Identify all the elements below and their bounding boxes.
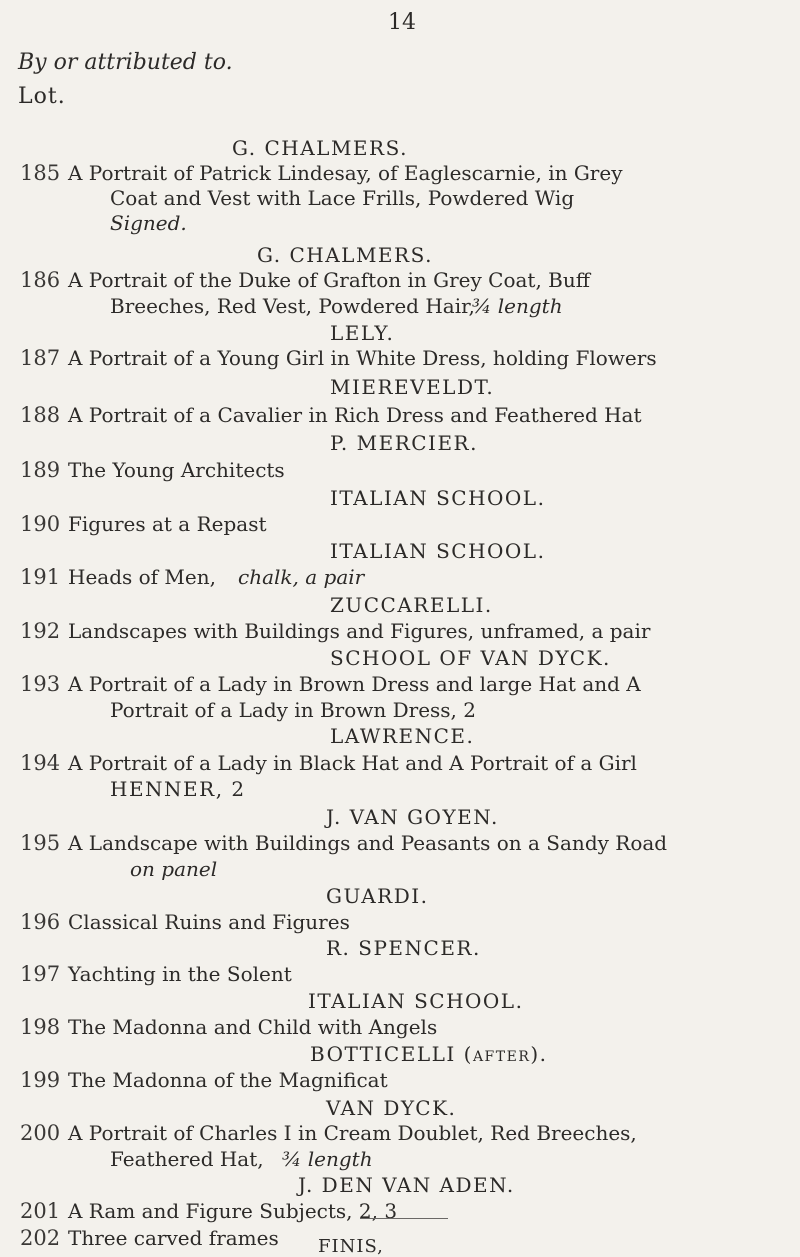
- artist-name: R. SPENCER.: [326, 936, 481, 960]
- artist-name: SCHOOL OF VAN DYCK.: [330, 646, 611, 670]
- lot-note: chalk, a pair: [238, 565, 365, 589]
- lot-description: A Landscape with Buildings and Peasants on a Sandy Road: [68, 831, 668, 855]
- artist-name: LELY.: [330, 321, 395, 345]
- lot-number: 187: [20, 346, 61, 370]
- lot-description-continued: Coat and Vest with Lace Frills, Powdered Wig: [110, 186, 575, 210]
- lot-description: Three carved frames: [68, 1226, 279, 1250]
- lot-description: A Ram and Figure Subjects, 2, 3: [68, 1199, 398, 1223]
- lot-note: ¾ length: [472, 294, 563, 318]
- lot-column-label: Lot.: [18, 84, 66, 109]
- lot-note: Signed.: [110, 211, 187, 235]
- lot-number: 188: [20, 403, 61, 427]
- lot-number: 186: [20, 268, 61, 292]
- lot-note: ¾ length: [282, 1147, 373, 1171]
- artist-name: ITALIAN SCHOOL.: [308, 989, 524, 1013]
- artist-name: BOTTICELLI (after).: [310, 1042, 548, 1066]
- artist-name: G. CHALMERS.: [232, 136, 408, 160]
- artist-name: J. DEN VAN ADEN.: [298, 1173, 515, 1197]
- lot-note: on panel: [130, 857, 218, 881]
- lot-description: A Portrait of Patrick Lindesay, of Eaglescarnie, in Grey: [68, 161, 623, 185]
- lot-number: 197: [20, 962, 61, 986]
- lot-description: Yachting in the Solent: [68, 962, 292, 986]
- artist-name: HENNER, 2: [110, 777, 246, 801]
- artist-name: G. CHALMERS.: [257, 243, 433, 267]
- lot-description: A Portrait of a Lady in Brown Dress and large Hat and A: [68, 672, 641, 696]
- lot-description: Landscapes with Buildings and Figures, unframed, a pair: [68, 619, 651, 643]
- lot-description: A Portrait of a Lady in Black Hat and A Portrait of a Girl: [68, 751, 637, 775]
- lot-description: Heads of Men,: [68, 565, 216, 589]
- lot-number: 191: [20, 565, 61, 589]
- lot-number: 201: [20, 1199, 61, 1223]
- artist-name: J. VAN GOYEN.: [326, 805, 499, 829]
- lot-description: A Portrait of the Duke of Grafton in Grey Coat, Buff: [68, 268, 590, 292]
- artist-name: VAN DYCK.: [326, 1096, 457, 1120]
- lot-number: 192: [20, 619, 61, 643]
- artist-name: P. MERCIER.: [330, 431, 478, 455]
- lot-number: 185: [20, 161, 61, 185]
- lot-number: 196: [20, 910, 61, 934]
- lot-number: 198: [20, 1015, 61, 1039]
- lot-number: 200: [20, 1121, 61, 1145]
- lot-number: 193: [20, 672, 61, 696]
- lot-number: 190: [20, 512, 61, 536]
- lot-description-continued: Feathered Hat,: [110, 1147, 264, 1171]
- lot-description: Classical Ruins and Figures: [68, 910, 350, 934]
- artist-name: ITALIAN SCHOOL.: [330, 486, 546, 510]
- artist-name: GUARDI.: [326, 884, 429, 908]
- lot-description: The Madonna of the Magnificat: [68, 1068, 388, 1092]
- finis-mark: FINIS,: [318, 1236, 384, 1257]
- lot-description: A Portrait of a Young Girl in White Dress, holding Flowers: [68, 346, 657, 370]
- artist-name: LAWRENCE.: [330, 724, 475, 748]
- lot-number: 195: [20, 831, 61, 855]
- lot-number: 194: [20, 751, 61, 775]
- lot-description: A Portrait of a Cavalier in Rich Dress and Feathered Hat: [68, 403, 642, 427]
- lot-description: The Young Architects: [68, 458, 285, 482]
- lot-description: A Portrait of Charles I in Cream Doublet, Red Breeches,: [68, 1121, 637, 1145]
- lot-number: 202: [20, 1226, 61, 1250]
- divider-rule: [360, 1218, 448, 1219]
- artist-name: ZUCCARELLI.: [330, 593, 493, 617]
- lot-description-continued: Breeches, Red Vest, Powdered Hair,: [110, 294, 475, 318]
- artist-name: ITALIAN SCHOOL.: [330, 539, 546, 563]
- lot-description: The Madonna and Child with Angels: [68, 1015, 438, 1039]
- page-header: By or attributed to.: [18, 50, 233, 75]
- artist-name: MIEREVELDT.: [330, 375, 495, 399]
- lot-description-continued: Portrait of a Lady in Brown Dress, 2: [110, 698, 476, 722]
- lot-number: 189: [20, 458, 61, 482]
- lot-description: Figures at a Repast: [68, 512, 267, 536]
- page-number: 14: [388, 10, 416, 35]
- lot-number: 199: [20, 1068, 61, 1092]
